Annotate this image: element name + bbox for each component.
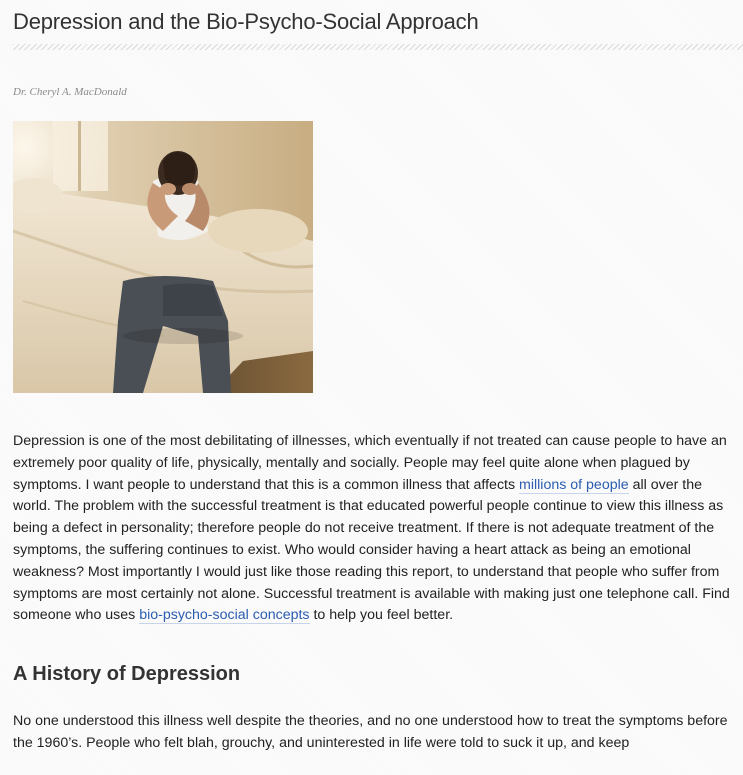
section-heading: A History of Depression [13, 663, 241, 686]
depressed-man-image [13, 121, 313, 393]
intro-text-2: all over the world. The problem with the successful treatment is that educated powerful people continue to view this illness as being a defect in personality; therefore people do not receive treatment. If there is not adequate treatment of the symptoms, the suffering continues to exist. Who would consider having a heart attack as being an emotional weakness? Most importantly I would just like those reading this report, to understand that people who suffer from symptoms are most certainly not alone. Successful treatment is available with making just one telephone call. Find someone who uses [13, 476, 730, 624]
intro-text-1: Depression is one of the most debilitating of illnesses, which eventually if not treated can cause people to have an extremely poor quality of life, physically, mentally and socially. People may feel quite alone when plagued by symptoms. I want people to understand that this is a common illness that affects [13, 433, 727, 493]
title-divider [13, 44, 743, 50]
intro-paragraph [13, 431, 735, 627]
article-photo [13, 121, 313, 393]
author-byline: Dr. Cheryl A. MacDonald [13, 86, 127, 98]
millions-of-people-link[interactable]: millions of people [519, 476, 629, 493]
article-title: Depression and the Bio-Psycho-Social Approach [13, 9, 479, 34]
bio-psycho-social-link[interactable]: bio-psycho-social concepts [139, 607, 310, 624]
history-paragraph: No one understood this illness well despite the theories, and no one understood how to treat the symptoms before the 1960’s. People who felt blah, grouchy, and uninterested in life were told to suck it up, and keep [13, 713, 728, 751]
intro-text-3: to help you feel better. [309, 607, 454, 624]
article [13, 0, 735, 755]
